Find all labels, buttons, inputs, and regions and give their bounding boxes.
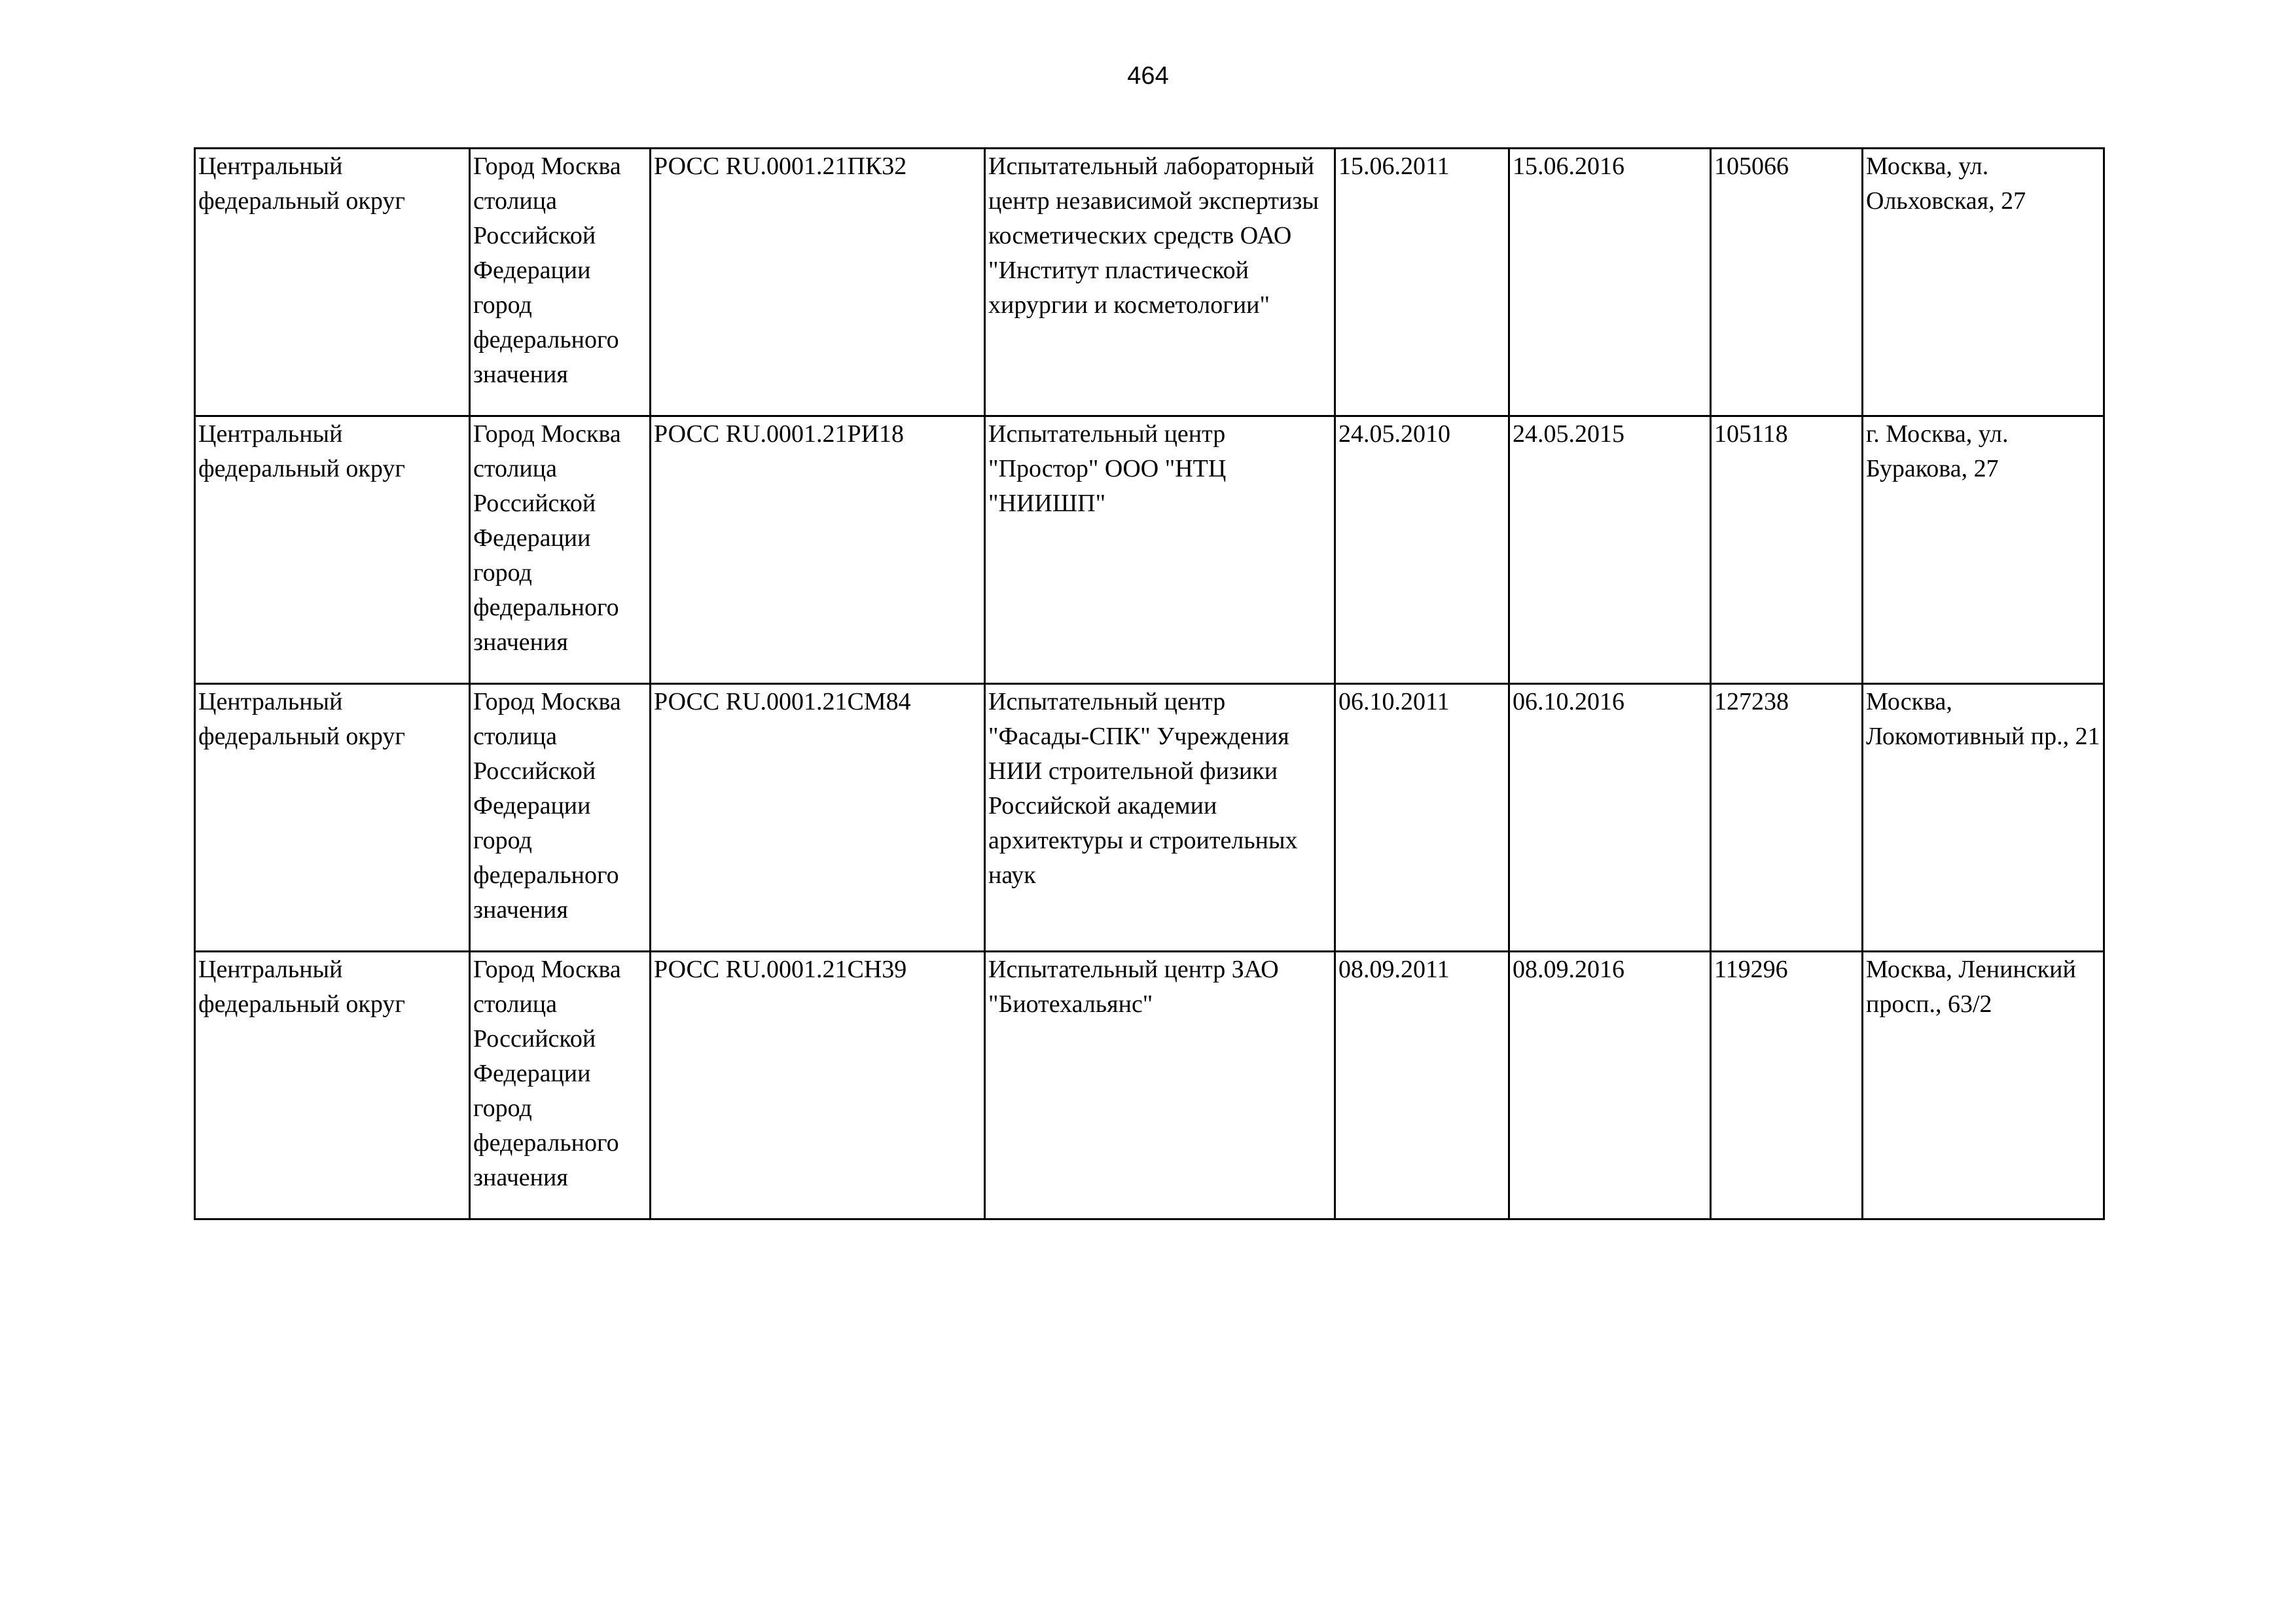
address-cell-text: Москва, ул. Ольховская, 27 [1866, 153, 2026, 215]
district-cell-text: Центральный федеральный округ [198, 420, 405, 482]
postal-code-cell [1711, 684, 1863, 952]
date-to-cell-text: 06.10.2016 [1513, 688, 1624, 715]
address-cell [1863, 952, 2104, 1219]
table-row [195, 416, 2104, 684]
certificate-number-cell-text: РОСС RU.0001.21ПК32 [654, 153, 907, 180]
organization-cell [985, 149, 1335, 416]
date-to-cell [1509, 684, 1711, 952]
certificate-number-cell [651, 416, 985, 684]
postal-code-cell-text: 127238 [1714, 688, 1789, 715]
region-cell-text: Город Москва столица Российской Федерации город федерального значения [473, 688, 621, 924]
certificate-number-cell-text: РОСС RU.0001.21СМ84 [654, 688, 911, 715]
region-cell [470, 952, 651, 1219]
certificate-number-cell [651, 149, 985, 416]
organization-cell-text: Испытательный центр "Простор" ООО "НТЦ "НИИШП" [988, 420, 1227, 517]
table-row [195, 952, 2104, 1219]
date-to-cell-text: 15.06.2016 [1513, 153, 1624, 180]
district-cell [195, 952, 470, 1219]
date-from-cell [1335, 149, 1509, 416]
organization-cell [985, 684, 1335, 952]
date-to-cell-text: 24.05.2015 [1513, 420, 1624, 448]
region-cell [470, 149, 651, 416]
district-cell-text: Центральный федеральный округ [198, 153, 405, 215]
certificate-number-cell [651, 952, 985, 1219]
date-to-cell [1509, 952, 1711, 1219]
date-from-cell [1335, 952, 1509, 1219]
district-cell [195, 684, 470, 952]
postal-code-cell-text: 119296 [1714, 956, 1788, 983]
date-from-cell [1335, 416, 1509, 684]
postal-code-cell [1711, 416, 1863, 684]
date-to-cell [1509, 416, 1711, 684]
region-cell-text: Город Москва столица Российской Федерации город федерального значения [473, 153, 621, 388]
postal-code-cell-text: 105118 [1714, 420, 1788, 448]
region-cell [470, 416, 651, 684]
page-number: 464 [1127, 62, 1169, 90]
date-from-cell-text: 08.09.2011 [1338, 956, 1450, 983]
certificate-number-cell-text: РОСС RU.0001.21СН39 [654, 956, 907, 983]
organization-cell [985, 416, 1335, 684]
district-cell [195, 149, 470, 416]
date-to-cell [1509, 149, 1711, 416]
registry-table [194, 147, 2105, 1220]
date-from-cell [1335, 684, 1509, 952]
organization-cell-text: Испытательный лабораторный центр независимой экспертизы косметических средств ОАО "Институт пластической хирургии и косметологии" [988, 153, 1319, 319]
organization-cell [985, 952, 1335, 1219]
date-from-cell-text: 15.06.2011 [1338, 153, 1450, 180]
address-cell [1863, 416, 2104, 684]
date-from-cell-text: 24.05.2010 [1338, 420, 1450, 448]
postal-code-cell-text: 105066 [1714, 153, 1789, 180]
organization-cell-text: Испытательный центр "Фасады-СПК" Учреждения НИИ строительной физики Российской академии архитектуры и строительных наук [988, 688, 1298, 889]
region-cell-text: Город Москва столица Российской Федерации город федерального значения [473, 956, 621, 1191]
table-row [195, 684, 2104, 952]
organization-cell-text: Испытательный центр ЗАО "Биотехальянс" [988, 956, 1279, 1018]
region-cell-text: Город Москва столица Российской Федерации город федерального значения [473, 420, 621, 656]
certificate-number-cell-text: РОСС RU.0001.21РИ18 [654, 420, 905, 448]
district-cell-text: Центральный федеральный округ [198, 956, 405, 1018]
district-cell-text: Центральный федеральный округ [198, 688, 405, 750]
postal-code-cell [1711, 149, 1863, 416]
district-cell [195, 416, 470, 684]
address-cell-text: Москва, Локомотивный пр., 21 [1866, 688, 2100, 750]
address-cell [1863, 684, 2104, 952]
address-cell-text: г. Москва, ул. Буракова, 27 [1866, 420, 2009, 482]
postal-code-cell [1711, 952, 1863, 1219]
region-cell [470, 684, 651, 952]
table-row [195, 149, 2104, 416]
certificate-number-cell [651, 684, 985, 952]
date-from-cell-text: 06.10.2011 [1338, 688, 1450, 715]
address-cell [1863, 149, 2104, 416]
date-to-cell-text: 08.09.2016 [1513, 956, 1624, 983]
address-cell-text: Москва, Ленинский просп., 63/2 [1866, 956, 2076, 1018]
